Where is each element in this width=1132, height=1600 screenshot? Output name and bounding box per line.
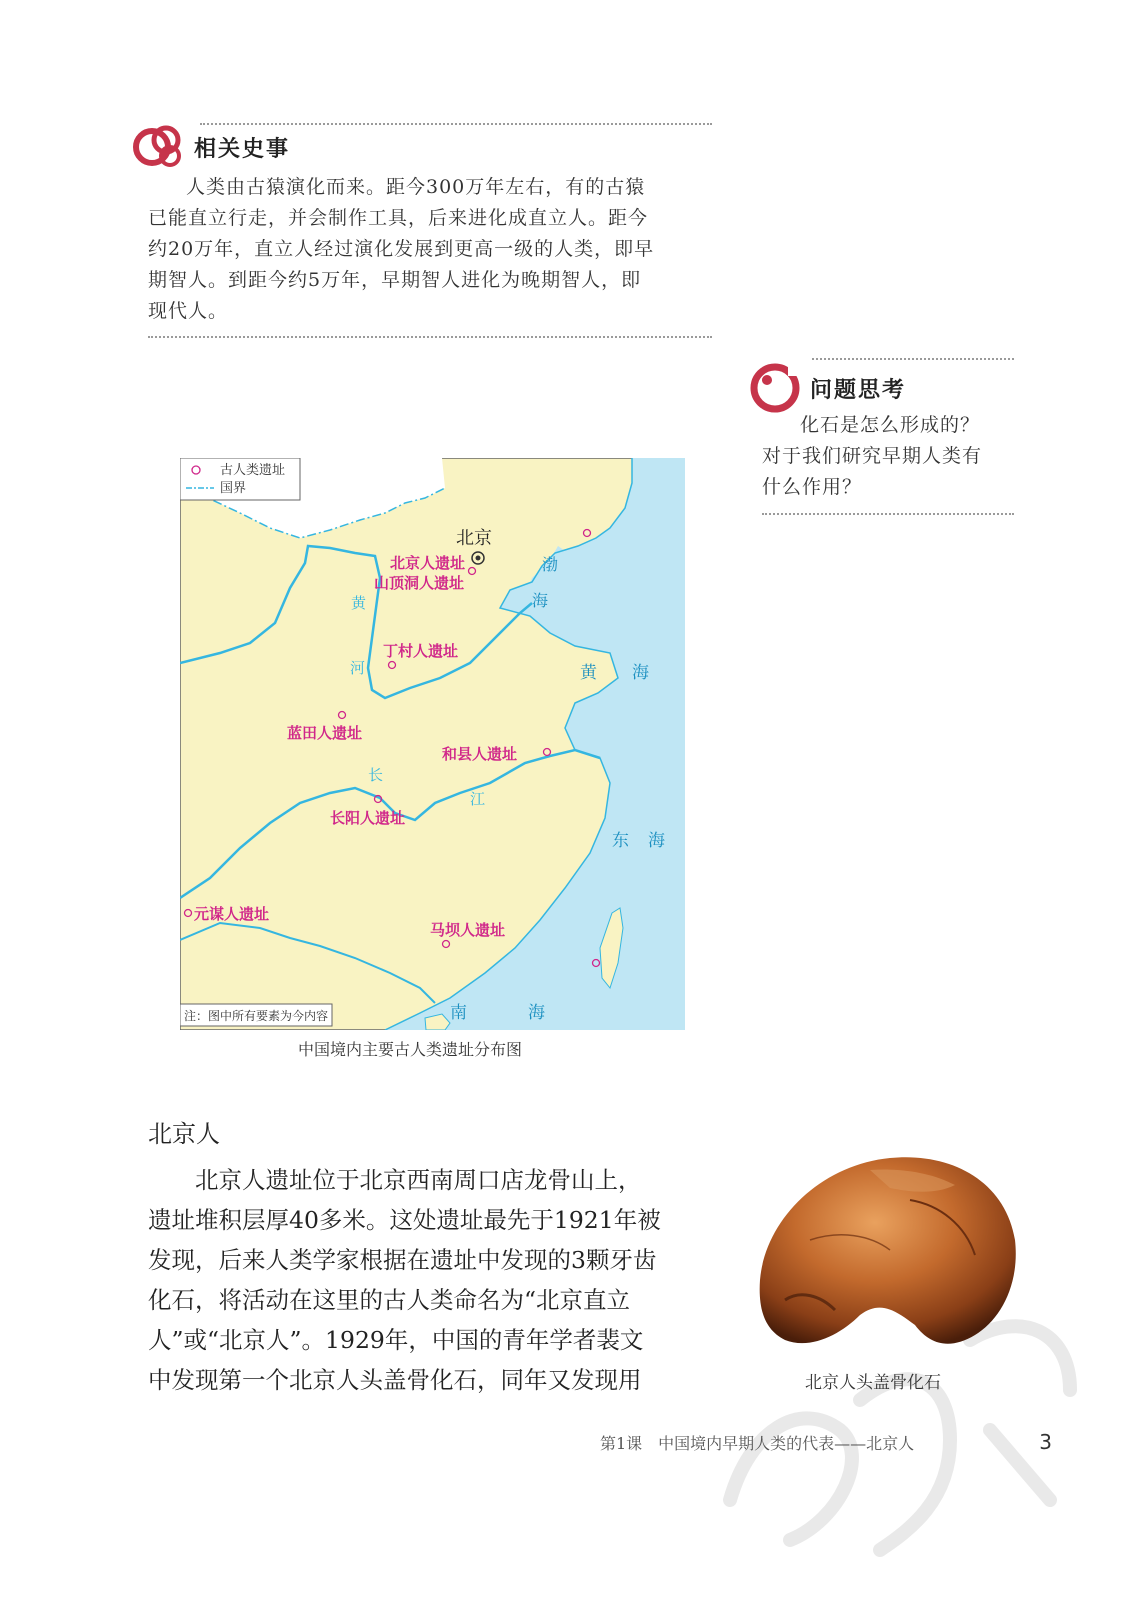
- map-note: 注：图中所有要素为今内容: [184, 1009, 329, 1023]
- sea-label: 海: [632, 663, 649, 683]
- site-label-shandingdong: 山顶洞人遗址: [374, 574, 465, 592]
- sea-label: 海: [648, 831, 665, 851]
- map-caption: 中国境内主要古人类遗址分布图: [298, 1040, 523, 1059]
- body-line: 化石，将活动在这里的古人类命名为“北京直立: [148, 1286, 631, 1314]
- body-line: 北京人遗址位于北京西南周口店龙骨山上，: [195, 1166, 642, 1194]
- river-label: 黄: [351, 594, 367, 612]
- section-title: 北京人: [148, 1120, 220, 1148]
- sidebox2-line: 什么作用？: [762, 476, 863, 498]
- sea-label: 海: [528, 1003, 545, 1023]
- skull-fossil-photo: [750, 1150, 1020, 1365]
- legend-site-label: 古人类遗址: [220, 463, 286, 478]
- sidebox1-title: 相关史事: [194, 136, 291, 162]
- sea-label: 海: [532, 591, 549, 610]
- sidebox1-line: 约20万年，直立人经过演化发展到更高一级的人类，即早: [148, 238, 655, 260]
- section-body: [148, 1160, 716, 1400]
- sidebox1-line: 人类由古猿演化而来。距今300万年左右，有的古猿: [186, 176, 646, 198]
- page-footer: [600, 1430, 1052, 1454]
- river-label: 江: [470, 790, 486, 808]
- sidebox1-line: 期智人。到距今约5万年，早期智人进化为晚期智人，即: [148, 269, 642, 291]
- legend-border-label: 国界: [220, 481, 247, 496]
- sea-label: 南: [450, 1003, 467, 1023]
- sea-label: 黄: [580, 663, 597, 683]
- sidebox1-body: [148, 172, 714, 327]
- body-line: 发现，后来人类学家根据在遗址中发现的3颗牙齿: [148, 1246, 657, 1274]
- sidebox2-header: [748, 362, 906, 414]
- site-label-beijingren: 北京人遗址: [390, 554, 466, 572]
- site-label-dingcun: 丁村人遗址: [383, 642, 459, 660]
- skull-caption: 北京人头盖骨化石: [805, 1373, 941, 1393]
- sidebox2-line: 化石是怎么形成的？: [800, 414, 981, 436]
- china-map: [180, 458, 685, 1030]
- sidebox1-line: 已能直立行走，并会制作工具，后来进化成直立人。距今: [148, 207, 649, 229]
- map-figure: [180, 458, 685, 1030]
- related-history-icon: [132, 118, 190, 176]
- site-label-changyang: 长阳人遗址: [330, 809, 406, 827]
- sea-label: 东: [612, 831, 629, 851]
- page-number: 3: [1039, 1430, 1052, 1454]
- sidebox2-title: 问题思考: [810, 377, 907, 403]
- river-label: 河: [350, 659, 366, 677]
- body-line: 遗址堆积层厚40多米。这处遗址最先于1921年被: [148, 1206, 661, 1234]
- capital-marker-inner: [476, 556, 481, 561]
- sidebox2-body: [762, 410, 1018, 503]
- question-icon: [748, 362, 804, 414]
- capital-label: 北京: [456, 528, 492, 549]
- sidebox2-line: 对于我们研究早期人类有: [762, 445, 983, 467]
- site-label-hexian: 和县人遗址: [442, 745, 518, 763]
- sidebox1-line: 现代人。: [148, 300, 229, 322]
- sidebox2-top-rule: [812, 358, 1014, 360]
- site-label-yuanmou: 元谋人遗址: [194, 905, 270, 923]
- sidebox2-bottom-rule: [762, 513, 1014, 515]
- sidebox1-bottom-rule: [148, 336, 712, 338]
- site-label-lantian: 蓝田人遗址: [287, 724, 363, 742]
- site-label-maba: 马坝人遗址: [430, 921, 506, 939]
- sidebox1-header: [132, 118, 290, 176]
- footer-lesson-title: 第1课 中国境内早期人类的代表——北京人: [600, 1433, 915, 1453]
- sea-label: 渤: [542, 555, 559, 574]
- body-line: 中发现第一个北京人头盖骨化石，同年又发现用: [148, 1366, 642, 1394]
- river-label: 长: [368, 766, 384, 784]
- body-line: 人”或“北京人”。1929年，中国的青年学者裴文: [148, 1326, 644, 1354]
